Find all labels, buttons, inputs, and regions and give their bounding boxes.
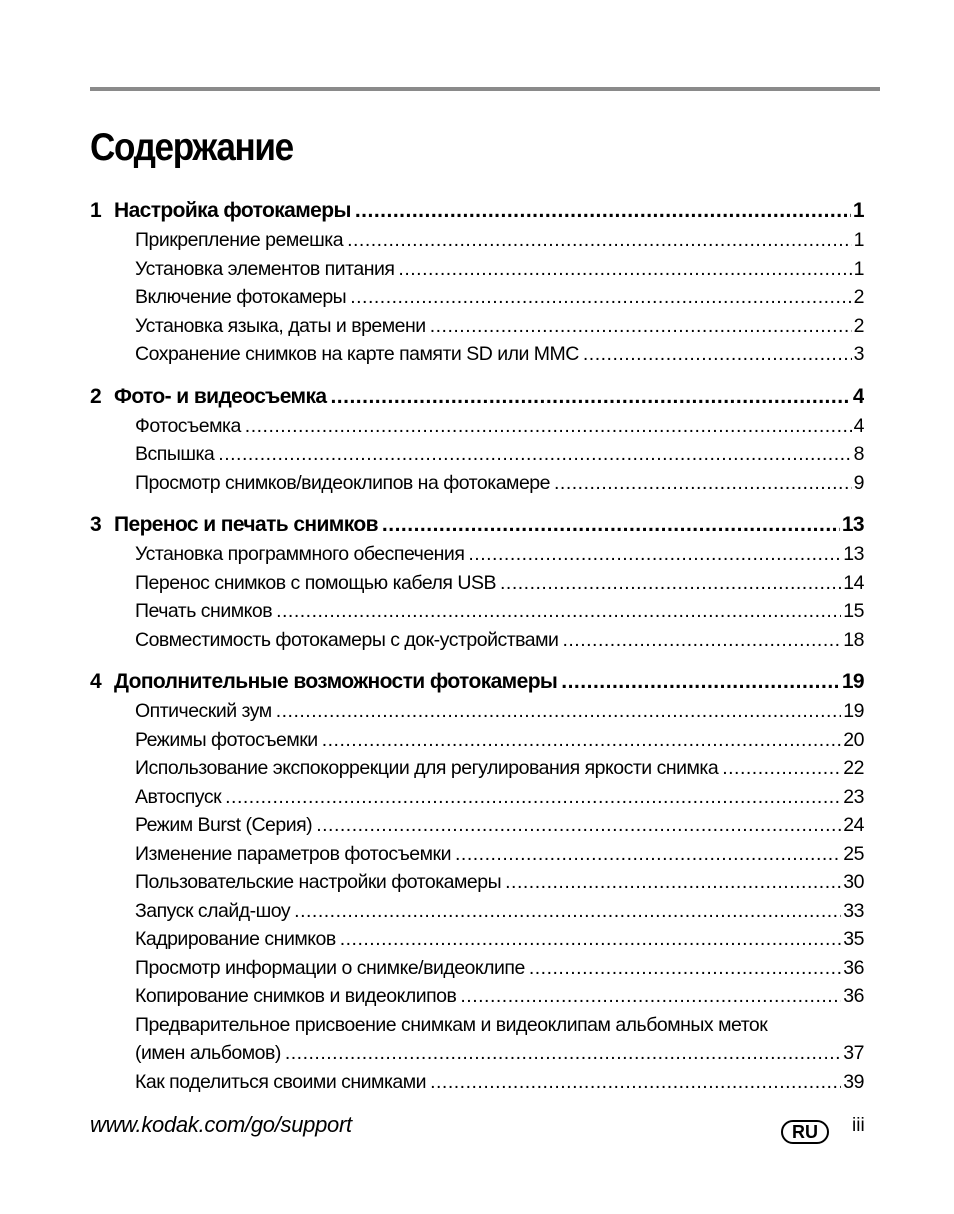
dot-leader bbox=[554, 469, 852, 498]
toc-section-entry[interactable] bbox=[90, 469, 864, 498]
dot-leader bbox=[468, 540, 841, 569]
dot-leader bbox=[340, 925, 842, 954]
toc-section-entry[interactable] bbox=[90, 540, 864, 569]
section-title: Установка элементов питания bbox=[135, 255, 398, 284]
section-page-number: 15 bbox=[841, 597, 864, 626]
section-title: Установка языка, даты и времени bbox=[135, 312, 430, 341]
dot-leader bbox=[382, 510, 840, 540]
dot-leader bbox=[218, 440, 851, 469]
section-title: Режим Burst (Серия) bbox=[135, 811, 316, 840]
section-page-number: 1 bbox=[852, 226, 864, 255]
dot-leader bbox=[505, 868, 841, 897]
chapter-number: 3 bbox=[90, 513, 102, 536]
chapter-page-number: 13 bbox=[840, 510, 864, 540]
toc-chapter-entry[interactable] bbox=[90, 382, 864, 412]
toc-section-entry[interactable] bbox=[90, 982, 864, 1011]
toc-section-entry[interactable] bbox=[90, 283, 864, 312]
dot-leader bbox=[430, 312, 852, 341]
dot-leader bbox=[355, 196, 851, 226]
section-page-number: 33 bbox=[841, 897, 864, 926]
page-title: Содержание bbox=[90, 126, 293, 169]
dot-leader bbox=[430, 1068, 841, 1097]
toc-section-entry[interactable] bbox=[90, 312, 864, 341]
chapter-title: Перенос и печать снимков bbox=[114, 510, 382, 540]
toc-section-entry[interactable] bbox=[90, 868, 864, 897]
section-page-number: 2 bbox=[852, 283, 864, 312]
dot-leader bbox=[245, 412, 852, 441]
toc-section-entry[interactable] bbox=[90, 726, 864, 755]
section-title: Изменение параметров фотосъемки bbox=[135, 840, 455, 869]
section-title: Прикрепление ремешка bbox=[135, 226, 347, 255]
toc-chapter bbox=[90, 667, 864, 1096]
dot-leader bbox=[562, 626, 841, 655]
section-title: Печать снимков bbox=[135, 597, 276, 626]
section-page-number: 22 bbox=[841, 754, 864, 783]
chapter-number: 2 bbox=[90, 384, 102, 408]
section-page-number: 9 bbox=[852, 469, 864, 498]
section-page-number: 3 bbox=[852, 340, 864, 369]
dot-leader bbox=[460, 982, 841, 1011]
section-page-number: 37 bbox=[841, 1039, 864, 1068]
section-page-number: 36 bbox=[841, 954, 864, 983]
section-title: Фотосъемка bbox=[135, 412, 245, 441]
toc-chapter bbox=[90, 510, 864, 654]
section-title: Кадрирование снимков bbox=[135, 925, 340, 954]
toc-section-entry[interactable] bbox=[90, 226, 864, 255]
section-title: Запуск слайд-шоу bbox=[135, 897, 294, 926]
dot-leader bbox=[722, 754, 841, 783]
section-page-number: 36 bbox=[841, 982, 864, 1011]
dot-leader bbox=[347, 226, 852, 255]
toc-section-entry[interactable] bbox=[90, 840, 864, 869]
toc-section-entry[interactable] bbox=[90, 340, 864, 369]
toc-section-entry[interactable] bbox=[90, 626, 864, 655]
dot-leader bbox=[285, 1039, 841, 1068]
dot-leader bbox=[276, 597, 841, 626]
toc-section-entry[interactable] bbox=[90, 954, 864, 983]
section-page-number: 2 bbox=[852, 312, 864, 341]
section-page-number: 19 bbox=[841, 697, 864, 726]
section-title: Пользовательские настройки фотокамеры bbox=[135, 868, 505, 897]
section-page-number: 20 bbox=[841, 726, 864, 755]
toc-section-entry[interactable] bbox=[90, 440, 864, 469]
toc-section-title-line[interactable]: Предварительное присвоение снимкам и видеоклипам альбомных меток bbox=[135, 1013, 768, 1036]
section-title: Просмотр информации о снимке/видеоклипе bbox=[135, 954, 529, 983]
dot-leader bbox=[583, 340, 852, 369]
section-page-number: 13 bbox=[841, 540, 864, 569]
toc-section-entry[interactable] bbox=[90, 811, 864, 840]
section-title: Перенос снимков с помощью кабеля USB bbox=[135, 569, 500, 598]
section-title: Как поделиться своими снимками bbox=[135, 1068, 430, 1097]
toc-chapter bbox=[90, 196, 864, 369]
section-title-continuation: (имен альбомов) bbox=[135, 1039, 285, 1068]
section-title: Оптический зум bbox=[135, 697, 276, 726]
chapter-number: 4 bbox=[90, 670, 102, 693]
section-title: Просмотр снимков/видеоклипов на фотокамере bbox=[135, 469, 554, 498]
chapter-page-number: 1 bbox=[851, 196, 864, 226]
section-page-number: 35 bbox=[841, 925, 864, 954]
section-page-number: 14 bbox=[841, 569, 864, 598]
toc-section-entry[interactable] bbox=[90, 255, 864, 284]
toc-chapter-entry[interactable] bbox=[90, 510, 864, 540]
section-title: Использование экспокоррекции для регулирования яркости снимка bbox=[135, 754, 722, 783]
dot-leader bbox=[455, 840, 841, 869]
section-title: Режимы фотосъемки bbox=[135, 726, 322, 755]
dot-leader bbox=[398, 255, 851, 284]
section-page-number: 30 bbox=[841, 868, 864, 897]
header-rule bbox=[90, 87, 880, 91]
section-page-number: 23 bbox=[841, 783, 864, 812]
section-title: Включение фотокамеры bbox=[135, 283, 350, 312]
toc-section-entry[interactable] bbox=[90, 412, 864, 441]
toc-section-entry[interactable] bbox=[90, 925, 864, 954]
section-title: Автоспуск bbox=[135, 783, 225, 812]
chapter-page-number: 4 bbox=[851, 382, 864, 412]
chapter-number: 1 bbox=[90, 199, 102, 222]
toc-section-entry[interactable] bbox=[90, 597, 864, 626]
dot-leader bbox=[322, 726, 842, 755]
toc-chapter bbox=[90, 382, 864, 498]
section-page-number: 8 bbox=[852, 440, 864, 469]
toc-section-entry[interactable] bbox=[90, 897, 864, 926]
toc-section-entry[interactable] bbox=[90, 569, 864, 598]
toc-section-entry[interactable] bbox=[90, 697, 864, 726]
section-title: Копирование снимков и видеоклипов bbox=[135, 982, 460, 1011]
section-page-number: 25 bbox=[841, 840, 864, 869]
dot-leader bbox=[561, 667, 840, 697]
toc-chapter-entry[interactable] bbox=[90, 667, 864, 697]
chapter-page-number: 19 bbox=[840, 667, 864, 697]
footer-url-link[interactable]: www.kodak.com/go/support bbox=[90, 1112, 352, 1137]
language-badge: RU bbox=[781, 1120, 829, 1144]
page-number: iii bbox=[852, 1115, 865, 1136]
section-page-number: 39 bbox=[841, 1068, 864, 1097]
section-title: Вспышка bbox=[135, 440, 218, 469]
toc-section-entry[interactable] bbox=[90, 1068, 864, 1097]
chapter-title: Настройка фотокамеры bbox=[114, 196, 355, 226]
dot-leader bbox=[500, 569, 841, 598]
section-title: Сохранение снимков на карте памяти SD или MMC bbox=[135, 340, 583, 369]
toc-section-entry[interactable] bbox=[90, 754, 864, 783]
dot-leader bbox=[350, 283, 851, 312]
section-page-number: 1 bbox=[852, 255, 864, 284]
section-title: Совместимость фотокамеры с док-устройствами bbox=[135, 626, 562, 655]
chapter-title: Фото- и видеосъемка bbox=[114, 382, 330, 412]
table-of-contents bbox=[90, 196, 864, 1109]
section-page-number: 24 bbox=[841, 811, 864, 840]
dot-leader bbox=[330, 382, 850, 412]
section-title: Установка программного обеспечения bbox=[135, 540, 468, 569]
dot-leader bbox=[225, 783, 841, 812]
dot-leader bbox=[316, 811, 841, 840]
section-page-number: 18 bbox=[841, 626, 864, 655]
chapter-title: Дополнительные возможности фотокамеры bbox=[114, 667, 561, 697]
dot-leader bbox=[276, 697, 842, 726]
section-page-number: 4 bbox=[852, 412, 864, 441]
toc-chapter-entry[interactable] bbox=[90, 196, 864, 226]
dot-leader bbox=[294, 897, 841, 926]
dot-leader bbox=[529, 954, 841, 983]
toc-section-entry[interactable] bbox=[90, 1039, 864, 1068]
toc-section-entry[interactable] bbox=[90, 783, 864, 812]
